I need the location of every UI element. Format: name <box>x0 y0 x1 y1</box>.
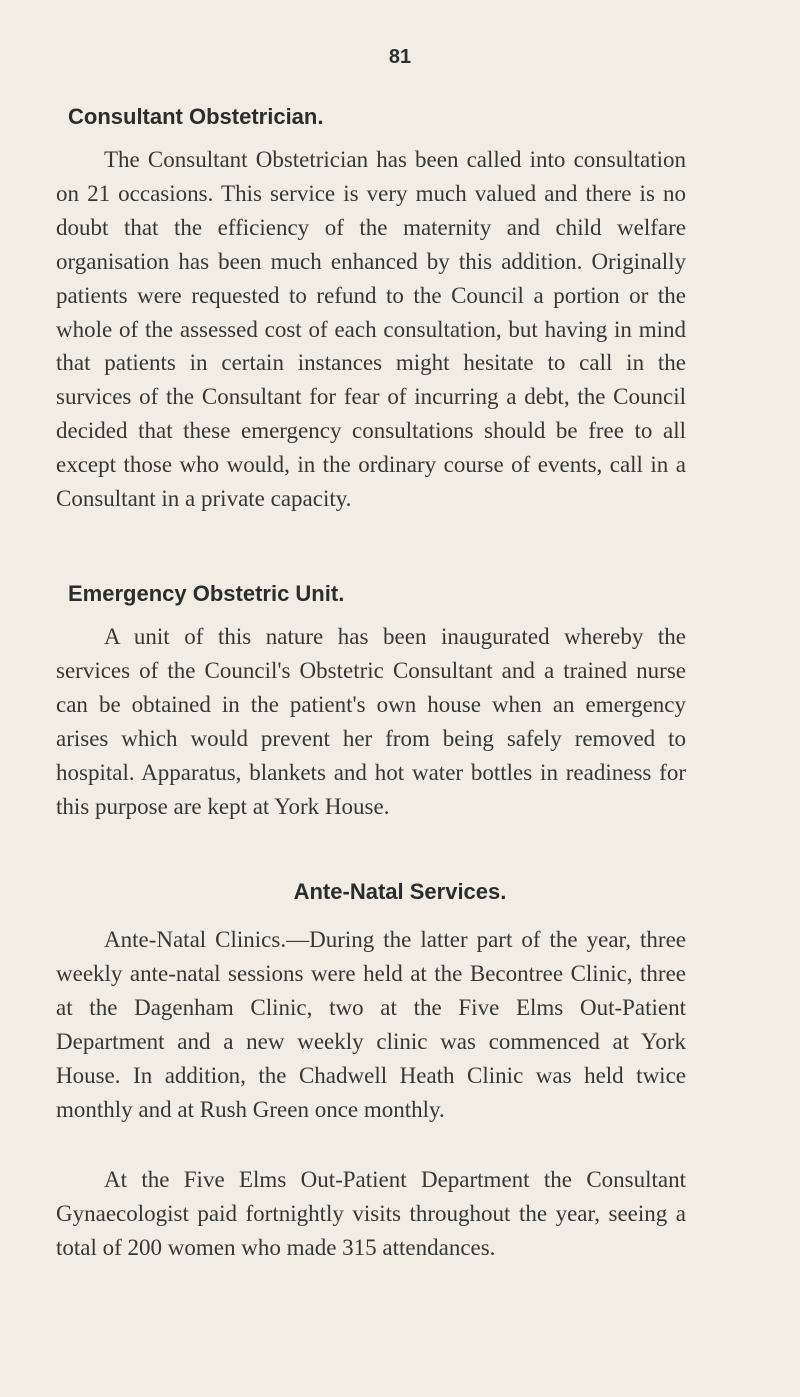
paragraph-five-elms-consultant: At the Five Elms Out-Patient Department the Consultant Gynaecologist paid fortnightly visits throughout the year, seeing a total of 200 women who made 315 attendances. <box>56 1167 686 1260</box>
paragraph-consultant-obstetrician: The Consultant Obstetrician has been called into consultation on 21 occasions. This service is very much valued and there is no doubt that the efficiency of the maternity and child welfare organisation has been much enhanced by this addition. Originally patients were requested to refund to the Council a portion or the whole of the assessed cost of each consultation, but having in mind that patients in certain instances might hesitate to call in the survices of the Consultant for fear of incurring a debt, the Council decided that these emergency consultations should be free to all except those who would, in the ordinary course of events, call in a Consultant in a private capacity. <box>56 147 686 512</box>
paragraph-ante-natal-clinics: Ante-Natal Clinics.—During the latter part of the year, three weekly ante-natal sessions were held at the Becontree Clinic, three at the Dagenham Clinic, two at the Five Elms Out-Patient Department and a new weekly clinic was commenced at York House. In addition, the Chadwell Heath Clinic was held twice monthly and at Rush Green once monthly. <box>56 927 686 1122</box>
section-heading-emergency-obstetric-unit: Emergency Obstetric Unit. <box>68 581 345 606</box>
section-heading-ante-natal-services: Ante-Natal Services. <box>293 879 507 904</box>
section-heading-consultant-obstetrician: Consultant Obstetrician. <box>68 104 324 129</box>
page-number: 81 <box>388 46 412 68</box>
paragraph-emergency-obstetric-unit: A unit of this nature has been inaugurated whereby the services of the Council's Obstetric Consultant and a trained nurse can be obtained in the patient's own house when an emergency arises which would prevent her from being safely removed to hospital. Apparatus, blankets and hot water bottles in readiness for this purpose are kept at York House. <box>56 624 686 819</box>
